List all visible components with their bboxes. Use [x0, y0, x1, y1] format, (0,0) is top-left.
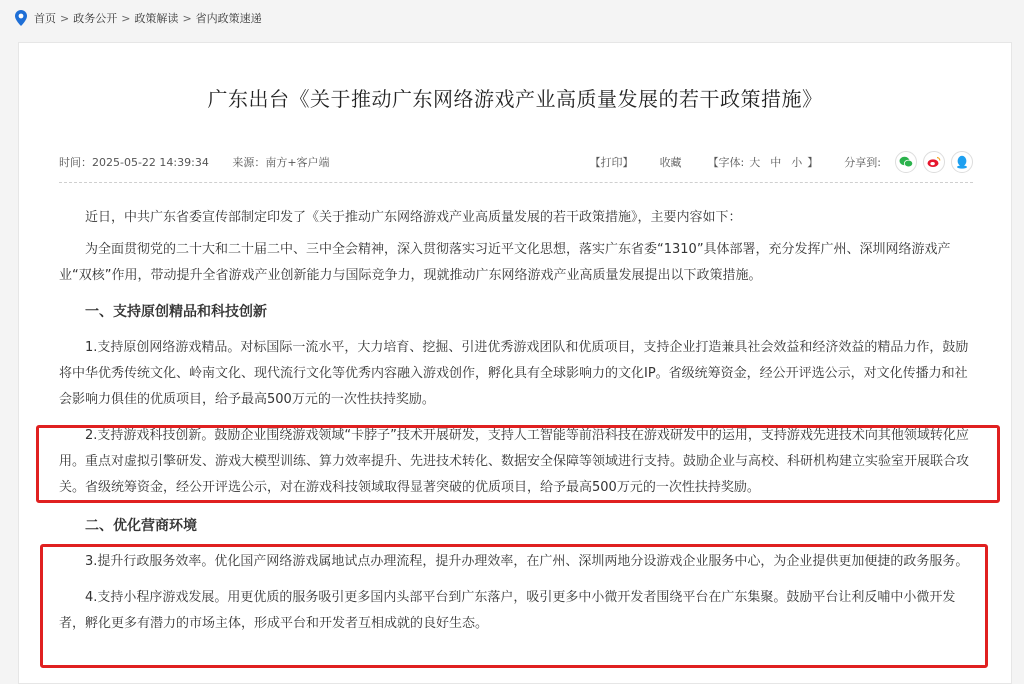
font-size-label: 【字体:	[707, 156, 745, 169]
highlight-box-items-3-4	[40, 544, 988, 668]
policy-item-4: 4.支持小程序游戏发展。用更优质的服务吸引更多国内头部平台到广东落户，吸引更多中小微开发者围绕平台在广东集聚。鼓励平台让利反哺中小微开发者，孵化更多有潜力的市场主体，形成平台和开发者互相成就的良好生态。	[59, 590, 956, 631]
section-heading-2: 二、优化营商环境	[85, 518, 197, 534]
favorite-button[interactable]: 收藏	[659, 156, 682, 169]
breadcrumb-separator: >	[121, 11, 131, 25]
policy-item-1: 1.支持原创网络游戏精品。对标国际一流水平，大力培育、挖掘、引进优秀游戏团队和优质项目，支持企业打造兼具社会效益和经济效益的精品力作，鼓励将中华优秀传统文化、岭南文化、现代流行文化等优秀内容融入游戏创作，孵化具有全球影响力的文化IP。省级统筹资金，经公开评选公示，对文化传播力和社会影响力俱佳的优质项目，给予最高500万元的一次性扶持奖励。	[59, 340, 969, 407]
intro-paragraph: 近日，中共广东省委宣传部制定印发了《关于推动广东网络游戏产业高质量发展的若干政策措施》，主要内容如下：	[85, 210, 742, 225]
breadcrumb-provincial-policy[interactable]: 省内政策速递	[195, 12, 262, 25]
breadcrumb-home[interactable]: 首页	[34, 12, 56, 25]
preamble-paragraph: 为全面贯彻党的二十大和二十届二中、三中全会精神，深入贯彻落实习近平文化思想，落实广东省委“1310”具体部署，充分发挥广州、深圳网络游戏产业“双核”作用，带动提升全省游戏产业创新能力与国际竞争力，现就推动广东网络游戏产业高质量发展提出以下政策措施。	[59, 242, 951, 283]
breadcrumb-separator: >	[182, 11, 192, 25]
location-pin-icon	[14, 10, 28, 26]
publish-time: 时间：2025-05-22 14:39:34	[59, 156, 209, 169]
breadcrumb-separator: >	[60, 11, 70, 25]
section-heading-1: 一、支持原创精品和科技创新	[85, 304, 267, 320]
share-label: 分享到:	[844, 156, 881, 169]
policy-item-3: 3.提升行政服务效率。优化国产网络游戏属地试点办理流程，提升办理效率，在广州、深圳两地分设游戏企业服务中心，为企业提供更加便捷的政务服务。	[85, 554, 969, 569]
font-size-close: 】	[807, 156, 819, 169]
breadcrumb	[14, 8, 262, 28]
highlight-box-item-2	[36, 425, 1000, 503]
qq-icon[interactable]	[951, 151, 973, 173]
weibo-icon[interactable]	[923, 151, 945, 173]
font-size-medium[interactable]: 中	[770, 156, 782, 169]
print-button[interactable]: 【打印】	[589, 156, 634, 169]
font-size-small[interactable]: 小	[791, 156, 803, 169]
font-size-large[interactable]: 大	[749, 156, 761, 169]
wechat-icon[interactable]	[895, 151, 917, 173]
article-title: 广东出台《关于推动广东网络游戏产业高质量发展的若干政策措施》	[207, 87, 823, 111]
article-meta	[59, 151, 973, 173]
policy-item-2: 2.支持游戏科技创新。鼓励企业围绕游戏领域“卡脖子”技术开展研发，支持人工智能等前沿科技在游戏研发中的运用，支持游戏先进技术向其他领域转化应用。重点对虚拟引擎研发、游戏大模型训练、算力效率提升、先进技术转化、数据安全保障等领域进行支持。鼓励企业与高校、科研机构建立实验室开展联合攻关。省级统筹资金，经公开评选公示，对在游戏科技领域取得显著突破的优质项目，给予最高500万元的一次性扶持奖励。	[59, 428, 970, 495]
breadcrumb-gov-affairs[interactable]: 政务公开	[73, 12, 118, 25]
breadcrumb-policy-interpretation[interactable]: 政策解读	[134, 12, 179, 25]
meta-divider	[59, 182, 973, 183]
article-source: 来源：南方+客户端	[232, 156, 330, 169]
